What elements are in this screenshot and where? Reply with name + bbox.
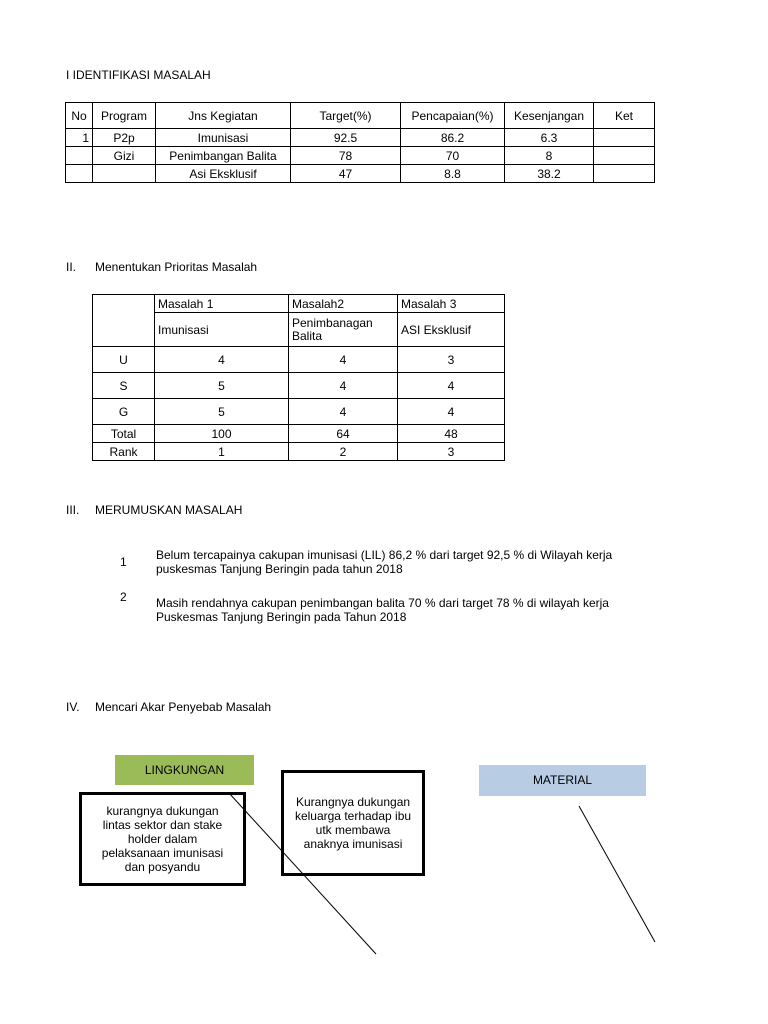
masalah-3-name: ASI Eksklusif (398, 313, 505, 347)
section1-title: I IDENTIFIKASI MASALAH (66, 68, 211, 82)
col-target: Target(%) (291, 103, 401, 129)
col-pencapaian: Pencapaian(%) (401, 103, 505, 129)
masalah-1-label: Masalah 1 (155, 295, 289, 313)
cell: 4 (398, 399, 505, 425)
masalah-1-name: Imunisasi (155, 313, 289, 347)
cell: Asi Eksklusif (156, 165, 291, 183)
col-no: No (66, 103, 93, 129)
cause-box-keluarga-text: Kurangnya dukungan keluarga terhadap ibu utk membawa anaknya imunisasi (294, 795, 412, 851)
masalah-2-label: Masalah2 (289, 295, 398, 313)
cell: 1 (66, 129, 93, 147)
material-box: MATERIAL (479, 765, 646, 796)
col-kesenjangan: Kesenjangan (505, 103, 594, 129)
cell: 4 (289, 373, 398, 399)
cell: 2 (289, 443, 398, 461)
cell: 38.2 (505, 165, 594, 183)
cell: 6.3 (505, 129, 594, 147)
section3-number: III. (66, 503, 80, 517)
problem-1-number: 1 (120, 555, 127, 569)
cell: 1 (155, 443, 289, 461)
cell: 5 (155, 399, 289, 425)
cell: 47 (291, 165, 401, 183)
cell: 86.2 (401, 129, 505, 147)
fishbone-line-material (579, 806, 655, 942)
problem-2-text: Masih rendahnya cakupan penimbangan balita 70 % dari target 78 % di wilayah kerja Puskesmas Tanjung Beringin pada Tahun 2018 (156, 596, 609, 624)
cell: Total (93, 425, 155, 443)
cell: Rank (93, 443, 155, 461)
problem-2-number: 2 (120, 590, 127, 604)
col-program: Program (93, 103, 156, 129)
cell: 3 (398, 443, 505, 461)
cell: U (93, 347, 155, 373)
section4-title: Mencari Akar Penyebab Masalah (95, 700, 272, 714)
section2-title: Menentukan Prioritas Masalah (95, 260, 258, 274)
cell: 78 (291, 147, 401, 165)
cell: Gizi (93, 147, 156, 165)
cell: 8.8 (401, 165, 505, 183)
cell: 100 (155, 425, 289, 443)
section3-title: MERUMUSKAN MASALAH (95, 503, 243, 517)
lingkungan-box: LINGKUNGAN (115, 755, 254, 785)
cell: 8 (505, 147, 594, 165)
cell: Imunisasi (156, 129, 291, 147)
section2-number: II. (66, 260, 77, 274)
masalah-2-name: Penimbanagan Balita (289, 313, 398, 347)
col-kegiatan: Jns Kegiatan (156, 103, 291, 129)
cell: 64 (289, 425, 398, 443)
cell: Penimbangan Balita (156, 147, 291, 165)
cell: P2p (93, 129, 156, 147)
problem-1-text: Belum tercapainya cakupan imunisasi (LIL) 86,2 % dari target 92,5 % di Wilayah kerja puskesmas Tanjung Beringin pada tahun 2018 (156, 548, 613, 576)
col-ket: Ket (594, 103, 655, 129)
cell: 4 (398, 373, 505, 399)
cell: S (93, 373, 155, 399)
cell: 70 (401, 147, 505, 165)
cell: 5 (155, 373, 289, 399)
cell: G (93, 399, 155, 425)
cell: 48 (398, 425, 505, 443)
cause-box-lintas-sektor-text: kurangnya dukungan lintas sektor dan stake holder dalam pelaksanaan imunisasi dan posyandu (101, 804, 224, 874)
cell: 4 (289, 399, 398, 425)
section4-number: IV. (66, 700, 80, 714)
cell: 4 (289, 347, 398, 373)
cell: 4 (155, 347, 289, 373)
cell: 92.5 (291, 129, 401, 147)
cell: 3 (398, 347, 505, 373)
fishbone-line-lingkungan (229, 793, 376, 954)
masalah-3-label: Masalah 3 (398, 295, 505, 313)
